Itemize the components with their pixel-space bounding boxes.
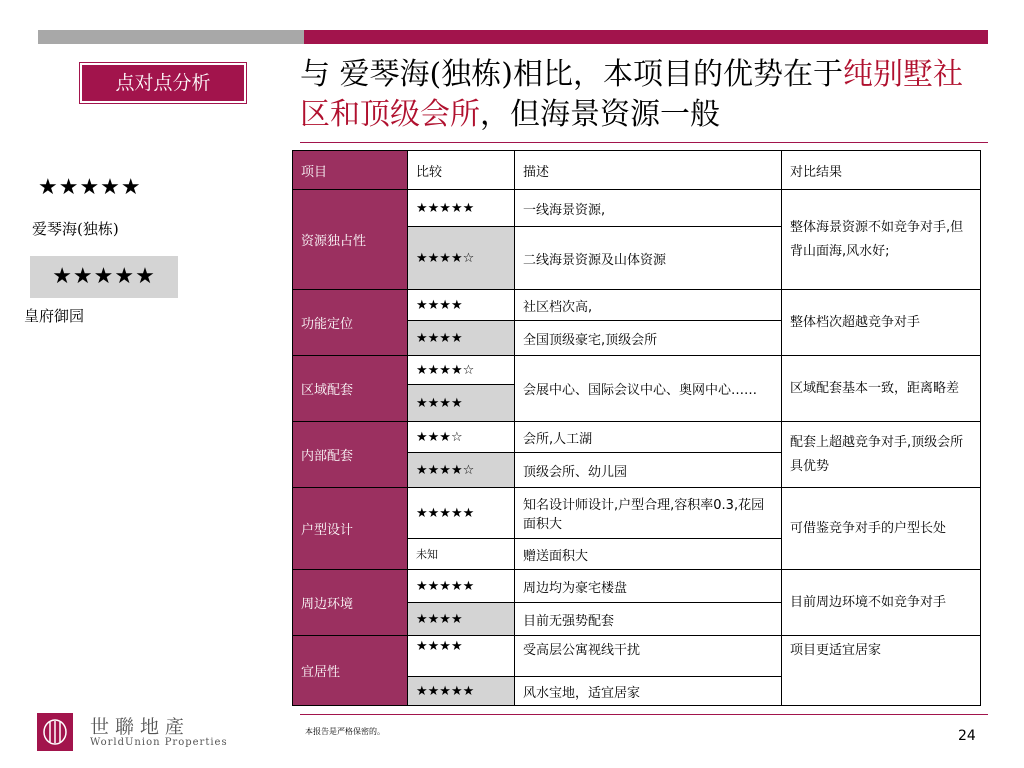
- row-rating: ★★★★: [408, 636, 515, 677]
- competitor-name: 爱琴海(独栋): [32, 220, 119, 238]
- header-item: 项目: [293, 151, 408, 190]
- company-logo-text-en: WorldUnion Properties: [90, 737, 228, 748]
- headline-text: 与 爱琴海(独栋)相比，本项目的优势在于: [300, 57, 843, 92]
- row-rating: 未知: [408, 539, 515, 570]
- row-rating: ★★★★★: [408, 677, 515, 706]
- row-result: 项目更适宜居家: [782, 636, 981, 706]
- header-result: 对比结果: [782, 151, 981, 190]
- row-description: 一线海景资源,: [515, 190, 782, 227]
- headline-highlight: 纯别墅社区和顶级会所: [300, 57, 963, 132]
- row-description: 二线海景资源及山体资源: [515, 227, 782, 290]
- top-bar-gray: [38, 30, 304, 44]
- company-logo-text-cn: 世聯地產: [90, 716, 191, 738]
- table-row: [293, 356, 981, 385]
- row-description: 会展中心、国际会议中心、奥网中心……: [515, 356, 782, 422]
- row-rating: ★★★★☆: [408, 227, 515, 290]
- header-description: 描述: [515, 151, 782, 190]
- row-description: 受高层公寓视线干扰: [515, 636, 782, 677]
- row-result: 目前周边环境不如竞争对手: [782, 570, 981, 636]
- row-description: 知名设计师设计,户型合理,容积率0.3,花园面积大: [515, 488, 782, 539]
- row-category: 内部配套: [293, 422, 408, 488]
- row-description: 赠送面积大: [515, 539, 782, 570]
- row-category: 区域配套: [293, 356, 408, 422]
- row-description: 目前无强势配套: [515, 603, 782, 636]
- company-logo-icon: [37, 713, 73, 751]
- row-category: 功能定位: [293, 290, 408, 356]
- row-rating: ★★★★☆: [408, 453, 515, 488]
- competitor-stars: ★★★★★: [38, 175, 142, 200]
- table-row: [293, 290, 981, 321]
- row-result: 整体海景资源不如竞争对手,但背山面海,风水好;: [782, 190, 981, 290]
- row-rating: ★★★★★: [408, 570, 515, 603]
- row-result: 区域配套基本一致，距离略差: [782, 356, 981, 422]
- table-row: [293, 636, 981, 677]
- project-stars: ★★★★★: [30, 256, 178, 298]
- row-category: 宜居性: [293, 636, 408, 706]
- row-rating: ★★★★: [408, 603, 515, 636]
- table-row: [293, 570, 981, 603]
- table-row: [293, 488, 981, 539]
- row-category: 周边环境: [293, 570, 408, 636]
- row-description: 顶级会所、幼儿园: [515, 453, 782, 488]
- title-divider: [300, 142, 988, 143]
- row-rating: ★★★☆: [408, 422, 515, 453]
- row-category: 资源独占性: [293, 190, 408, 290]
- confidential-note: 本报告是严格保密的。: [305, 727, 385, 736]
- comparison-table: [292, 150, 981, 706]
- table-header-row: [293, 151, 981, 190]
- table-row: [293, 190, 981, 227]
- row-description: 周边均为豪宅楼盘: [515, 570, 782, 603]
- row-rating: ★★★★☆: [408, 356, 515, 385]
- top-bar-accent: [304, 30, 988, 44]
- footer-divider: [300, 714, 988, 715]
- row-result: 可借鉴竞争对手的户型长处: [782, 488, 981, 570]
- slide-headline: [300, 55, 980, 135]
- row-rating: ★★★★: [408, 290, 515, 321]
- row-rating: ★★★★★: [408, 190, 515, 227]
- table-row: [293, 422, 981, 453]
- row-result: 整体档次超越竞争对手: [782, 290, 981, 356]
- row-rating: ★★★★★: [408, 488, 515, 539]
- page-number: 24: [958, 728, 976, 744]
- row-description: 会所,人工湖: [515, 422, 782, 453]
- headline-text-end: ，但海景资源一般: [480, 97, 720, 132]
- row-category: 户型设计: [293, 488, 408, 570]
- section-badge: 点对点分析: [82, 65, 244, 101]
- row-rating: ★★★★: [408, 385, 515, 422]
- row-description: 全国顶级豪宅,顶级会所: [515, 321, 782, 356]
- header-compare: 比较: [408, 151, 515, 190]
- row-rating: ★★★★: [408, 321, 515, 356]
- row-description: 社区档次高,: [515, 290, 782, 321]
- row-result: 配套上超越竞争对手,顶级会所具优势: [782, 422, 981, 488]
- project-name: 皇府御园: [24, 307, 85, 325]
- row-description: 风水宝地，适宜居家: [515, 677, 782, 706]
